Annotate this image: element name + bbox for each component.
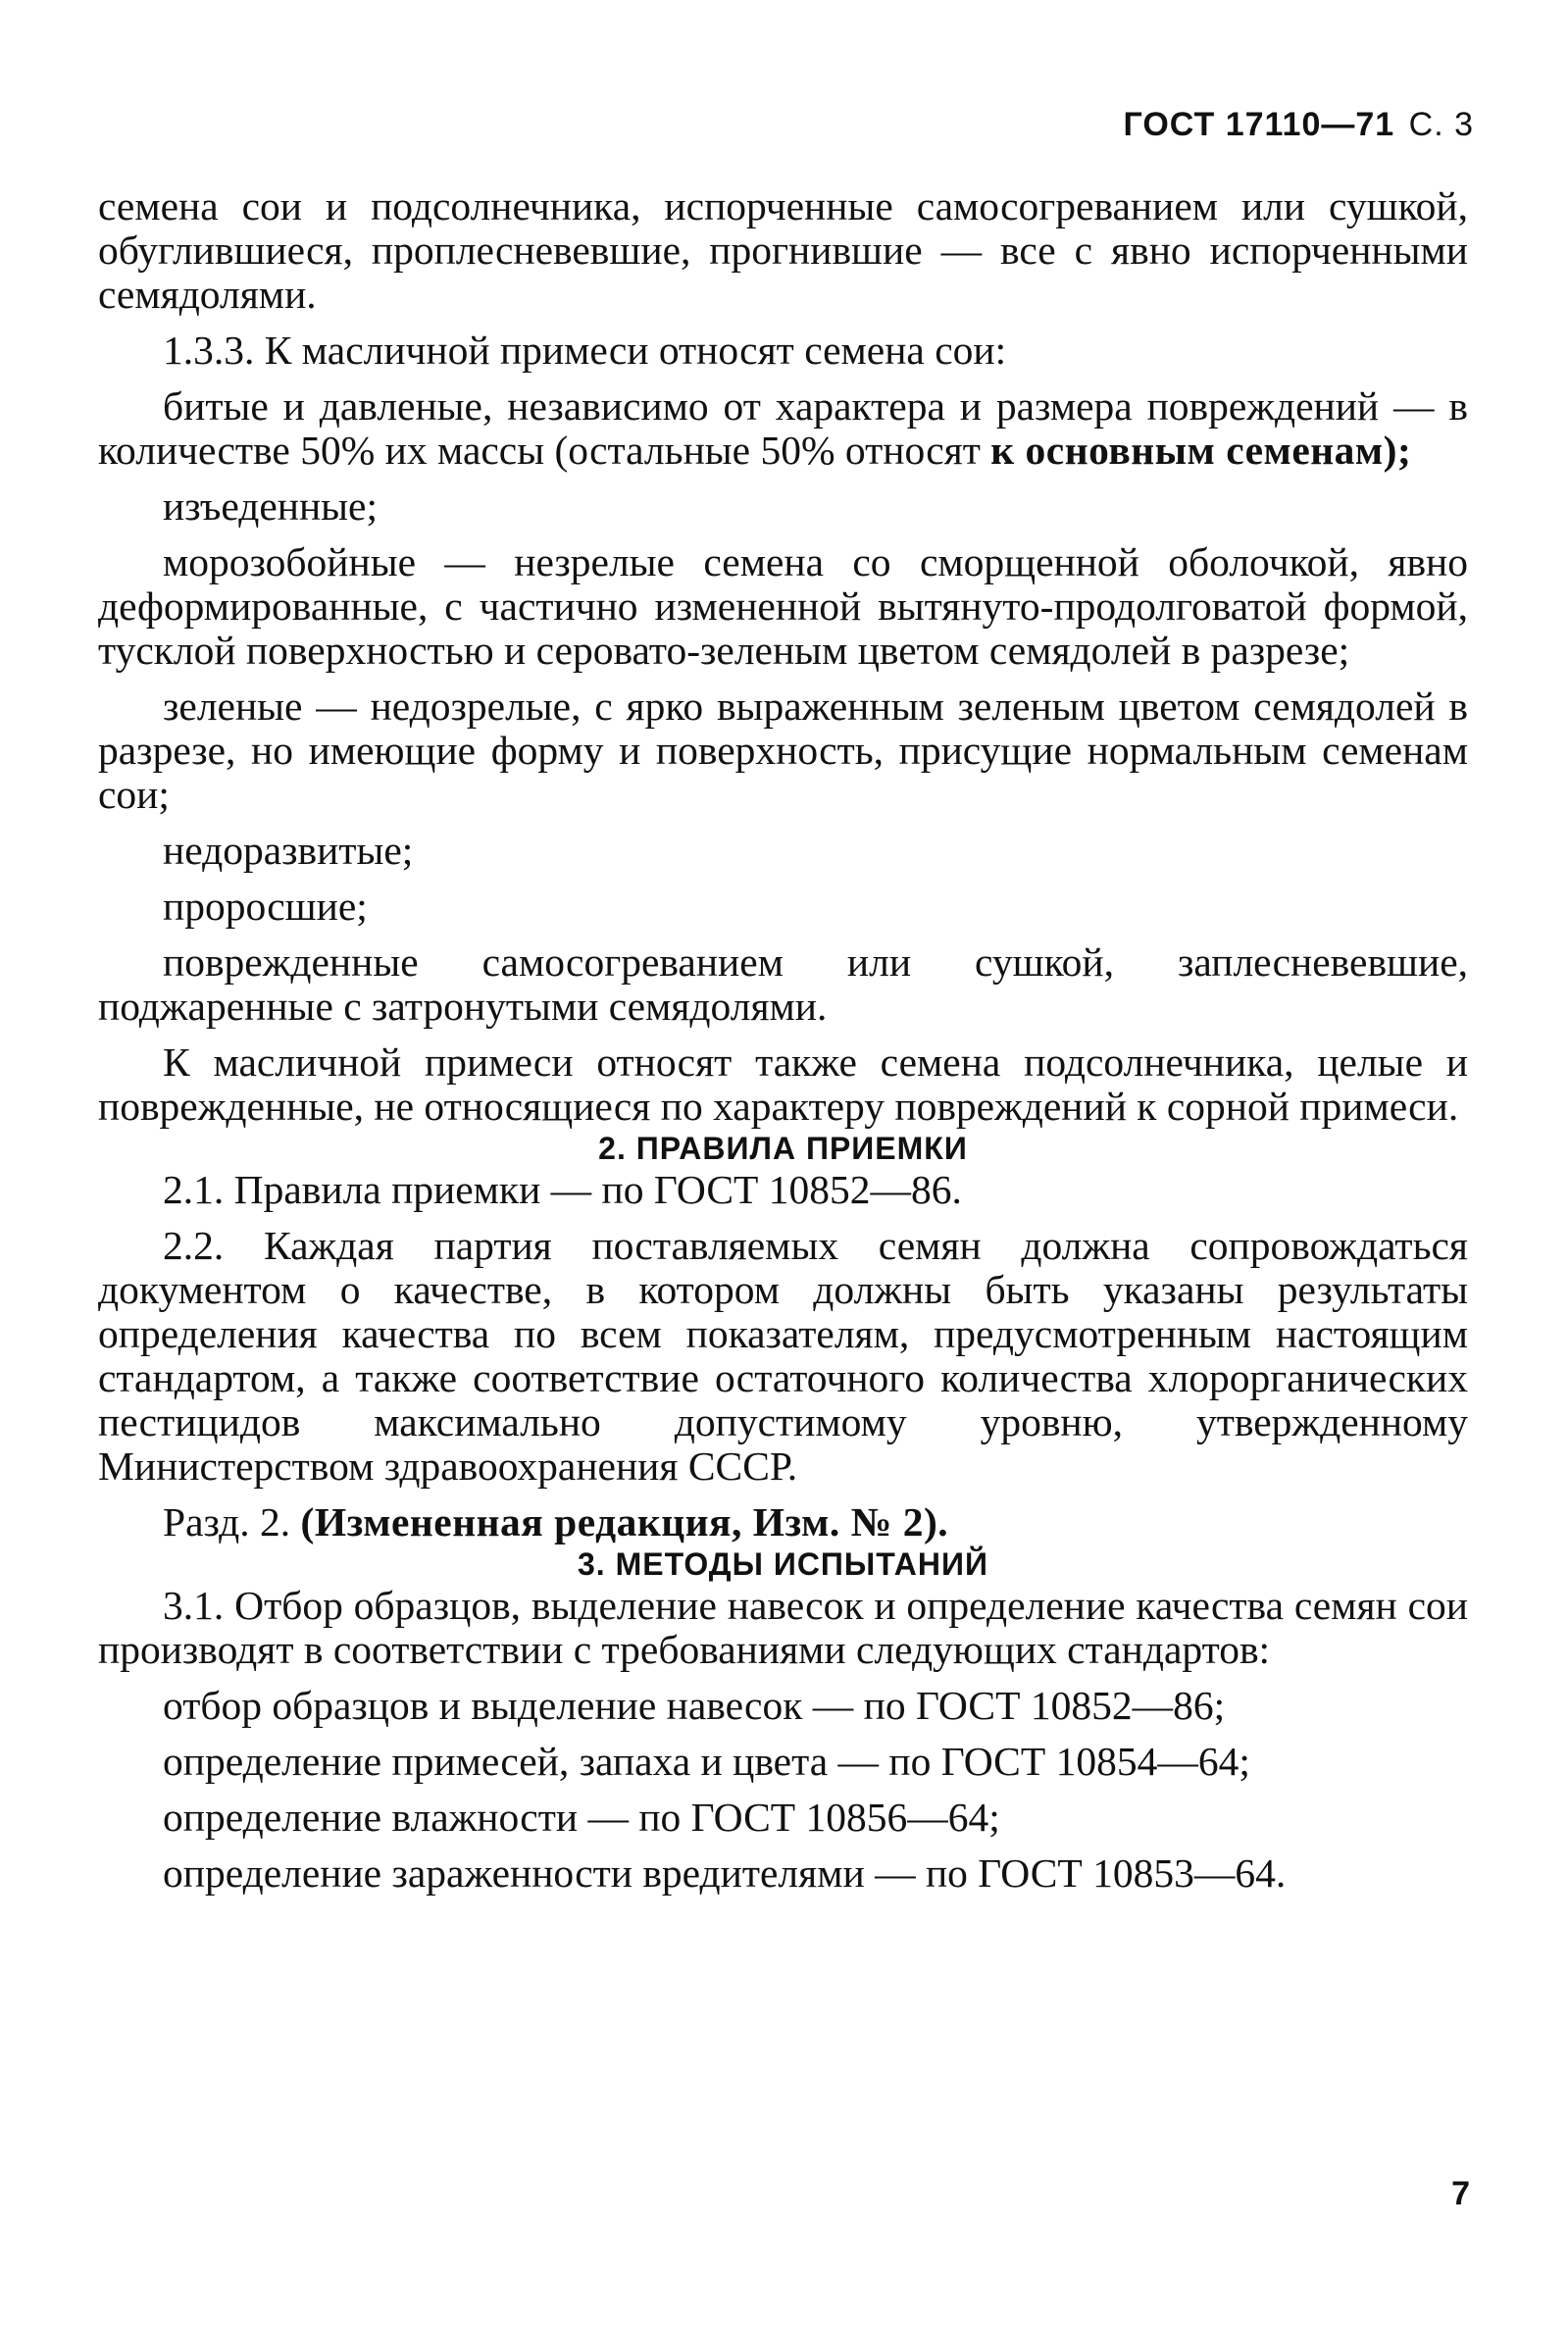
page-header: [1124, 106, 1475, 144]
paragraph-sunflower: К масличной примеси относят также семена подсолнечника, целые и поврежденные, не относящиеся по характеру повреждений к сорной примеси.: [98, 1039, 1468, 1129]
paragraph-3-1: 3.1. Отбор образцов, выделение навесок и определение качества семян сои производят в соответствии с требованиями следующих стандартов:: [98, 1583, 1468, 1672]
list-item-sprouted: проросшие;: [163, 884, 368, 929]
document-body: [98, 184, 1468, 1896]
list-item-frost: морозобойные — незрелые семена со сморщенной оболочкой, явно деформированные, с частично измененной вытянуто-продолговатой формой, тусклой поверхностью и серовато-зеленым цветом семядолей в разрезе;: [98, 539, 1468, 673]
standard-designation: ГОСТ 17110—71: [1123, 106, 1395, 143]
list-item-underdeveloped: недоразвитые;: [163, 828, 414, 873]
list-item-moisture: определение влажности — по ГОСТ 10856—64;: [163, 1795, 1000, 1840]
list-item-damaged: поврежденные самосогреванием или сушкой, заплесневевшие, поджаренные с затронутыми семядолями.: [98, 939, 1468, 1029]
page-label: С. 3: [1408, 106, 1474, 143]
page-number: 7: [1451, 2175, 1470, 2212]
list-item-impurities: определение примесей, запаха и цвета — по ГОСТ 10854—64;: [163, 1739, 1250, 1784]
amendment-note-prefix: Разд. 2.: [163, 1499, 291, 1544]
list-item-broken: [98, 384, 1468, 473]
list-item-green: зеленые — недозрелые, с ярко выраженным зеленым цветом семядолей в разрезе, но имеющие форму и поверхность, присущие нормальным семенам сои;: [98, 684, 1468, 817]
list-item-eaten: изъеденные;: [163, 483, 379, 529]
paragraph-2-1: 2.1. Правила приемки — по ГОСТ 10852—86.: [163, 1167, 962, 1212]
list-item-broken-text: битые и давленые, независимо от характера и размера повреждений — в количестве 50% их массы (остальные 50% относят: [98, 383, 1468, 473]
amendment-note-bold: (Измененная редакция, Изм. № 2).: [300, 1499, 949, 1544]
list-item-sampling: отбор образцов и выделение навесок — по ГОСТ 10852—86;: [163, 1683, 1226, 1728]
paragraph-1-3-3: 1.3.3. К масличной примеси относят семена сои:: [163, 328, 1007, 373]
list-item-broken-tail: к основным семенам);: [990, 428, 1412, 473]
section-3-title: 3. МЕТОДЫ ИСПЫТАНИЙ: [578, 1546, 988, 1582]
paragraph: семена сои и подсолнечника, испорченные самосогреванием или сушкой, обуглившиеся, проплесневевшие, прогнившие — все с явно испорченными семядолями.: [98, 183, 1468, 317]
section-2-title: 2. ПРАВИЛА ПРИЕМКИ: [598, 1131, 968, 1166]
list-item-pests: определение зараженности вредителями — по ГОСТ 10853—64.: [163, 1850, 1287, 1896]
paragraph-2-2: 2.2. Каждая партия поставляемых семян должна сопровождаться документом о качестве, в котором должны быть указаны результаты определения качества по всем показателям, предусмотренным настоящим стандартом, а также соответствие остаточного количества хлорорганических пестицидов максимально допустимому уровню, утвержденному Министерством здравоохранения СССР.: [98, 1223, 1468, 1489]
amendment-note: [98, 1500, 1468, 1544]
